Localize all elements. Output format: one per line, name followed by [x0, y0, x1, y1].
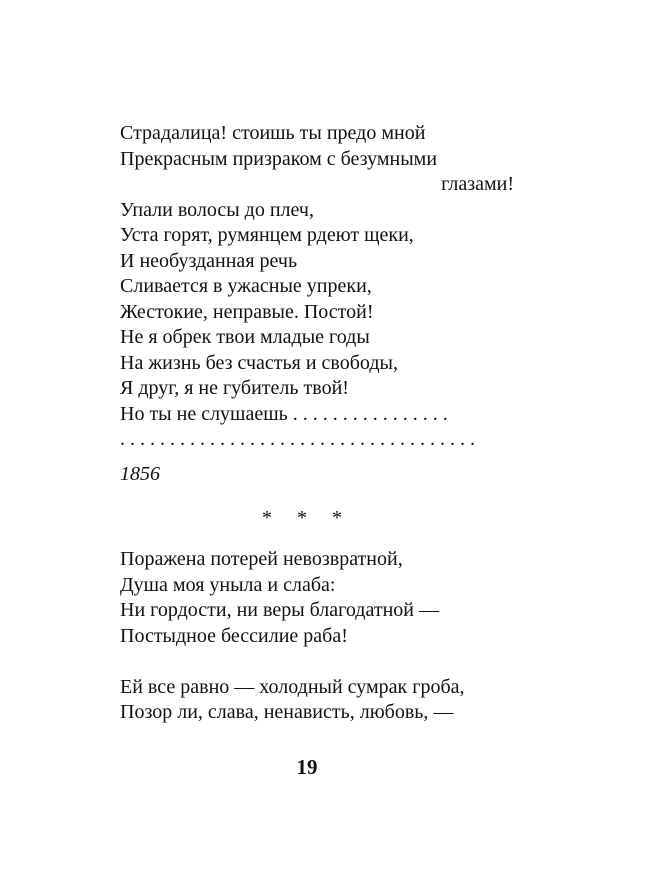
poem-line: Прекрасным призраком с безумными	[120, 147, 438, 170]
poem-line: Уста горят, румянцем рдеют щеки,	[120, 224, 414, 246]
poem-line: И необузданная речь	[120, 249, 298, 272]
poem-second	[120, 547, 520, 726]
poem-line: Поражена потерей невозвратной,	[120, 548, 403, 570]
poem-line: Сливается в ужасные упреки,	[120, 275, 372, 297]
page-number: 19	[296, 755, 318, 779]
poem-separator: * * *	[262, 507, 352, 529]
poem-line-dotted: . . . . . . . . . . . . . . . . . . . . . . . . . . . . . . . . . . . .	[120, 428, 475, 450]
poem-date: 1856	[120, 463, 160, 485]
poem-line: Позор ли, слава, ненависть, любовь, —	[120, 701, 454, 723]
poem-line: Ей все равно — холодный сумрак гроба,	[120, 675, 465, 698]
poem-line: Жестокие, неправые. Постой!	[120, 300, 374, 323]
poem-line: Ни гордости, ни веры благодатной —	[120, 599, 439, 621]
poem-first	[120, 121, 520, 453]
poem-line: Душа моя уныла и слаба:	[120, 573, 336, 596]
poem-line: Не я обрек твои младые годы	[120, 326, 370, 348]
poem-line-continuation: глазами!	[441, 173, 514, 195]
poem-line: Постыдное бессилие раба!	[120, 624, 348, 647]
poem-line: Я друг, я не губитель твой!	[120, 377, 349, 399]
poem-line: Страдалица! стоишь ты предо мной	[120, 122, 426, 144]
poem-line-dotted: Но ты не слушаешь . . . . . . . . . . . . . . . .	[120, 402, 448, 425]
poem-line: На жизнь без счастья и свободы,	[120, 351, 398, 374]
stanza-gap	[120, 649, 520, 675]
poem-line: Упали волосы до плеч,	[120, 198, 314, 221]
